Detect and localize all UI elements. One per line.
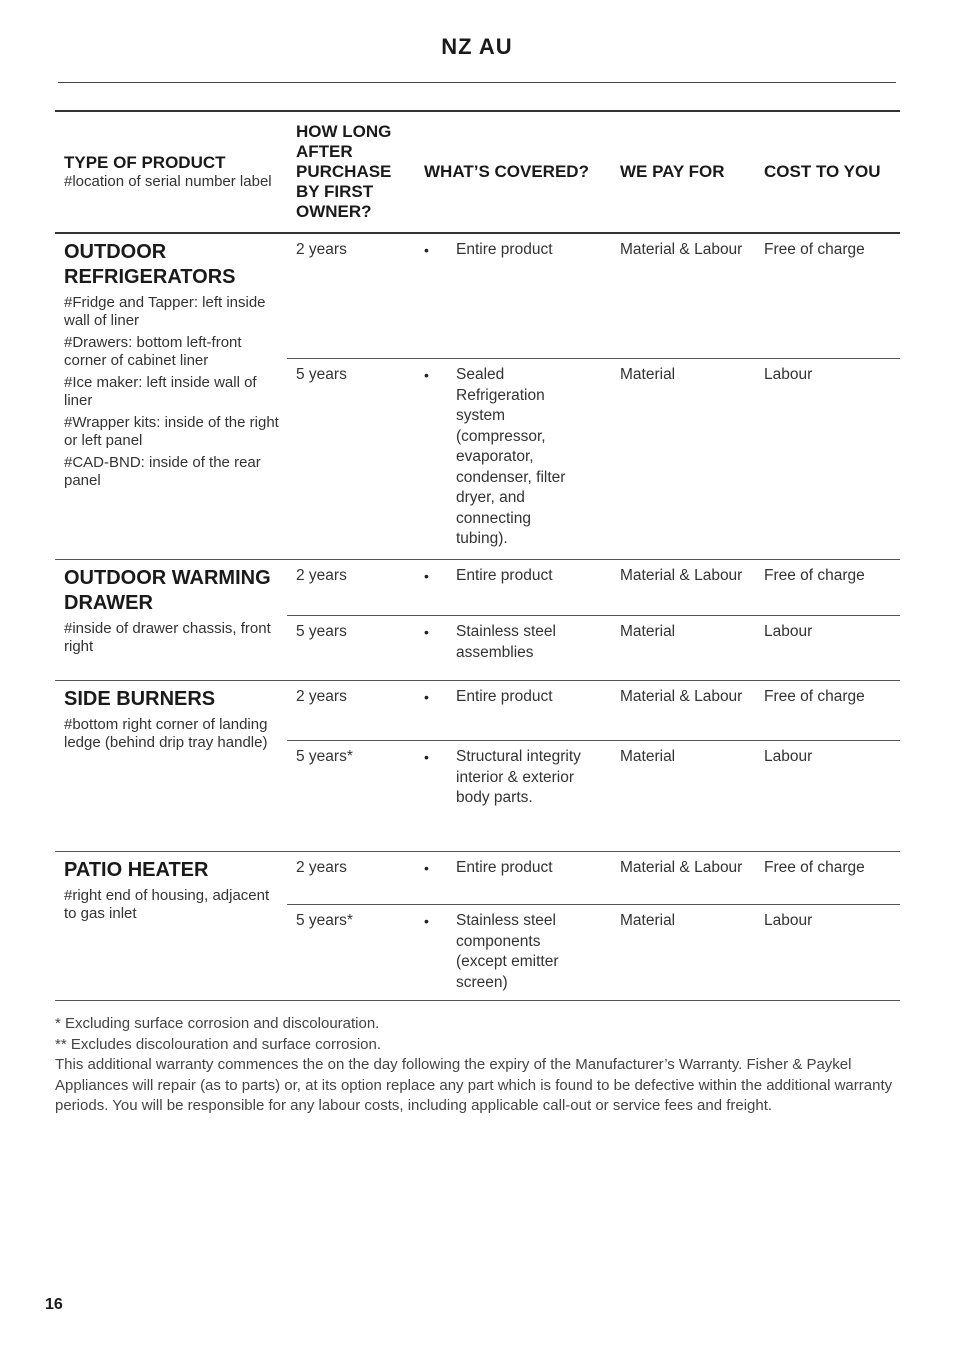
bullet-icon: • (424, 749, 429, 765)
bullet-icon: • (424, 624, 429, 640)
covered-cell (415, 560, 611, 615)
covered-cell (415, 905, 611, 1000)
covered-cell (415, 852, 611, 904)
header-whats-covered: WHAT’S COVERED? (424, 162, 589, 181)
we-pay-cell: Material & Labour (620, 241, 743, 258)
serial-location-note: #Drawers: bottom left-front corner of cabinet liner (64, 334, 242, 369)
covered-text: Entire product (456, 567, 553, 584)
header-how-long: HOW LONG AFTER PURCHASE BY FIRST OWNER? (296, 122, 392, 221)
covered-text: Structural integrity interior & exterior body parts. (456, 748, 581, 806)
period-cell: 2 years (296, 567, 347, 584)
header-cost-to-you: COST TO YOU (764, 162, 881, 181)
product-name: OUTDOOR REFRIGERATORS (64, 241, 236, 288)
cost-cell: Labour (764, 912, 813, 929)
cost-cell: Free of charge (764, 567, 865, 584)
serial-location-note: #inside of drawer chassis, front right (64, 620, 271, 655)
period-cell: 2 years (296, 241, 347, 258)
cost-cell: Labour (764, 623, 813, 640)
header-type-subtitle: #location of serial number label (64, 173, 272, 190)
product-group-outdoor-warming-drawer (55, 560, 900, 681)
covered-cell (415, 741, 611, 851)
period-cell: 2 years (296, 688, 347, 705)
footnote: ** Excludes discolouration and surface corrosion. (55, 1035, 382, 1053)
footnotes (55, 1014, 895, 1117)
warranty-table (55, 110, 900, 1001)
we-pay-cell: Material & Labour (620, 688, 743, 705)
product-label (55, 681, 287, 851)
covered-text: Sealed Refrigeration system (compressor, evaporator, condenser, filter dryer, and connecting tubing). (456, 366, 566, 547)
we-pay-cell: Material & Labour (620, 567, 743, 584)
header-we-pay-for: WE PAY FOR (620, 162, 725, 181)
we-pay-cell: Material (620, 748, 676, 765)
product-name: SIDE BURNERS (64, 688, 216, 710)
product-name: OUTDOOR WARMING DRAWER (64, 567, 271, 614)
cost-cell: Labour (764, 366, 813, 383)
product-label (55, 234, 287, 559)
bullet-icon: • (424, 913, 429, 929)
footnote: * Excluding surface corrosion and discolouration. (55, 1015, 380, 1032)
serial-location-note: #Fridge and Tapper: left inside wall of liner (64, 294, 266, 329)
we-pay-cell: Material (620, 623, 676, 640)
serial-location-note: #right end of housing, adjacent to gas inlet (64, 887, 270, 922)
period-cell: 5 years* (296, 748, 353, 765)
page-number: 16 (45, 1296, 63, 1313)
period-cell: 5 years (296, 623, 347, 640)
cost-cell: Free of charge (764, 241, 865, 258)
period-cell: 5 years (296, 366, 347, 383)
period-cell: 2 years (296, 859, 347, 876)
we-pay-cell: Material & Labour (620, 859, 743, 876)
title-divider (58, 82, 896, 83)
product-name: PATIO HEATER (64, 859, 209, 881)
product-group-patio-heater (55, 852, 900, 1001)
covered-text: Entire product (456, 859, 553, 876)
table-row (287, 615, 900, 680)
footnote-paragraph: This additional warranty commences the on the day following the expiry of the Manufacturer’s Warranty. Fisher & Paykel Appliances will repair (as to parts) or, at its option replace any part which is found to be defective within the additional warranty periods. You will be responsible for any labour costs, including applicable call-out or service fees and freight. (55, 1056, 893, 1114)
we-pay-cell: Material (620, 912, 676, 929)
page-title: NZ AU (441, 34, 513, 59)
header-type-title: TYPE OF PRODUCT (64, 153, 226, 172)
covered-cell (415, 616, 611, 680)
table-row (287, 740, 900, 851)
product-label (55, 560, 287, 680)
bullet-icon: • (424, 242, 429, 258)
we-pay-cell: Material (620, 366, 676, 383)
table-row (287, 681, 900, 740)
product-group-outdoor-refrigerators (55, 234, 900, 560)
bullet-icon: • (424, 860, 429, 876)
serial-location-note: #Wrapper kits: inside of the right or left panel (64, 414, 279, 449)
covered-cell (415, 681, 611, 740)
table-row (287, 560, 900, 615)
serial-location-note: #CAD-BND: inside of the rear panel (64, 454, 261, 489)
cost-cell: Free of charge (764, 859, 865, 876)
table-row (287, 904, 900, 1000)
bullet-icon: • (424, 367, 429, 383)
covered-text: Stainless steel components (except emitter screen) (456, 912, 559, 991)
table-row (287, 234, 900, 358)
covered-cell (415, 359, 611, 559)
table-header (55, 112, 900, 234)
table-row (287, 852, 900, 904)
table-row (287, 358, 900, 559)
bullet-icon: • (424, 689, 429, 705)
product-label (55, 852, 287, 1000)
period-cell: 5 years* (296, 912, 353, 929)
cost-cell: Labour (764, 748, 813, 765)
product-group-side-burners (55, 681, 900, 852)
covered-text: Entire product (456, 688, 553, 705)
header-type-of-product (55, 153, 287, 191)
serial-location-note: #Ice maker: left inside wall of liner (64, 374, 257, 409)
covered-text: Stainless steel assemblies (456, 623, 556, 661)
covered-text: Entire product (456, 241, 553, 258)
cost-cell: Free of charge (764, 688, 865, 705)
bullet-icon: • (424, 568, 429, 584)
serial-location-note: #bottom right corner of landing ledge (behind drip tray handle) (64, 716, 268, 751)
covered-cell (415, 234, 611, 358)
